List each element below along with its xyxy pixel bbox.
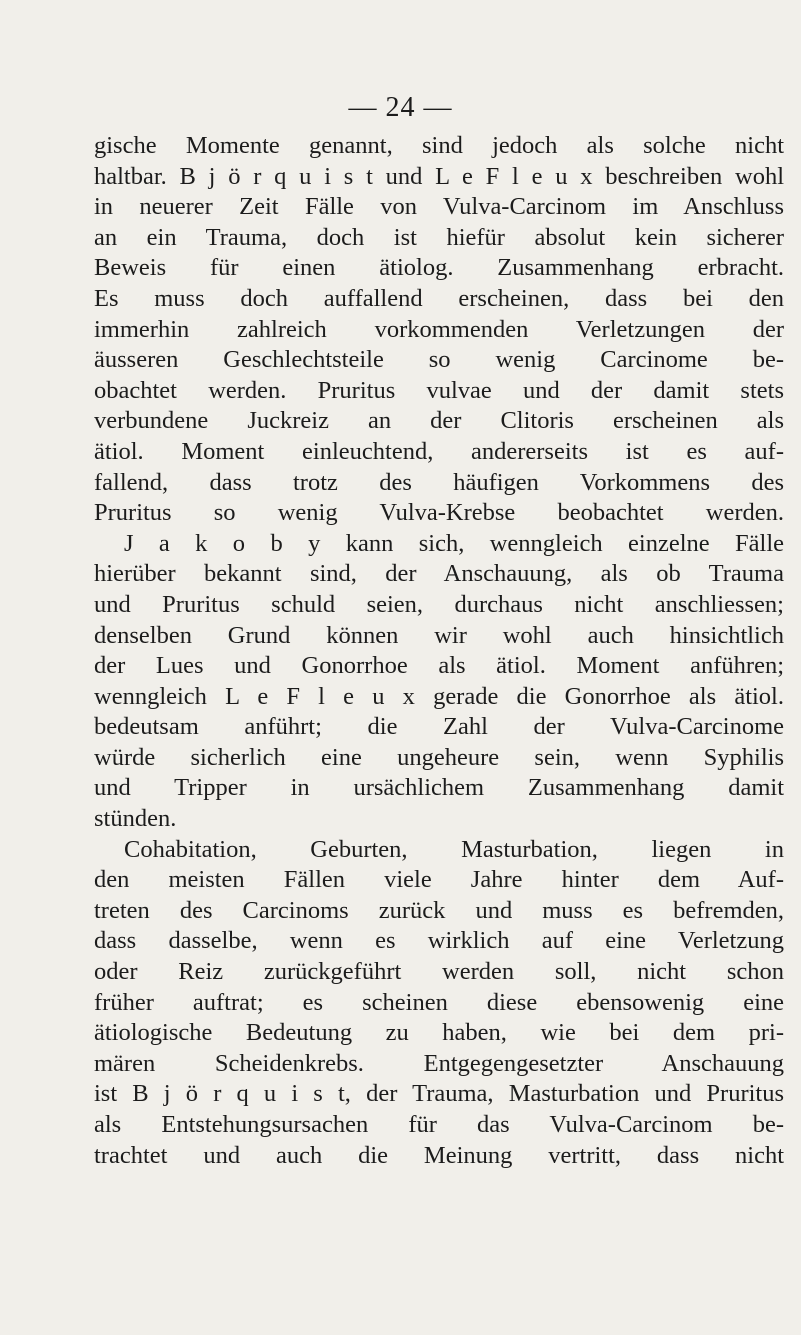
text-line: dass dasselbe, wenn es wirklich auf eine Verletzung [94,927,784,955]
text-line: hierüber bekannt sind, der Anschauung, als ob Trauma [94,560,784,588]
paragraph-start-line: J a k o b y kann sich, wenngleich einzelne Fälle [124,529,784,557]
body-text [94,131,784,1171]
paragraph-end-line: stünden. [94,805,177,833]
text-line: fallend, dass trotz des häufigen Vorkommens des [94,468,784,496]
text-line: bedeutsam anführt; die Zahl der Vulva-Carcinome [94,713,784,741]
text-line: an ein Trauma, doch ist hiefür absolut kein sicherer [94,223,784,251]
paragraph-start-line: Cohabitation, Geburten, Masturbation, liegen in [124,835,784,863]
text-line: würde sicherlich eine ungeheure sein, wenn Syphilis [94,743,784,771]
text-line: früher auftrat; es scheinen diese ebensowenig eine [94,988,784,1016]
text-line: oder Reiz zurückgeführt werden soll, nicht schon [94,958,784,986]
text-line: den meisten Fällen viele Jahre hinter dem Auf- [94,866,784,894]
text-line: Es muss doch auffallend erscheinen, dass bei den [94,284,784,312]
text-line: ätiologische Bedeutung zu haben, wie bei dem pri- [94,1019,784,1047]
text-line: gische Momente genannt, sind jedoch als solche nicht [94,132,784,159]
text-line: denselben Grund können wir wohl auch hinsichtlich [94,621,784,649]
text-line: mären Scheidenkrebs. Entgegengesetzter Anschauung [94,1049,784,1077]
text-line: haltbar. B j ö r q u i s t und L e F l e u x beschreiben wohl [94,162,784,190]
text-line: als Entstehungsursachen für das Vulva-Carcinom be- [94,1111,784,1138]
text-line: und Pruritus schuld seien, durchaus nicht anschliessen; [94,590,784,618]
text-line: wenngleich L e F l e u x gerade die Gonorrhoe als ätiol. [94,682,784,710]
text-line: ist B j ö r q u i s t, der Trauma, Masturbation und Pruritus [94,1080,784,1108]
text-line: trachtet und auch die Meinung vertritt, dass nicht [94,1141,784,1169]
text-line: immerhin zahlreich vorkommenden Verletzungen der [94,315,784,343]
text-line: der Lues und Gonorrhoe als ätiol. Moment anführen; [94,652,784,680]
page-number: — 24 — [348,92,453,123]
text-line: verbundene Juckreiz an der Clitoris erscheinen als [94,407,784,435]
text-line: in neuerer Zeit Fälle von Vulva-Carcinom im Anschluss [94,193,784,221]
text-line: obachtet werden. Pruritus vulvae und der damit stets [94,376,784,404]
text-line: treten des Carcinoms zurück und muss es befremden, [94,896,784,924]
text-line: Pruritus so wenig Vulva-Krebse beobachtet werden. [94,499,784,527]
text-line: und Tripper in ursächlichem Zusammenhang damit [94,774,784,802]
text-line: äusseren Geschlechtsteile so wenig Carcinome be- [94,346,784,374]
text-line: Beweis für einen ätiolog. Zusammenhang erbracht. [94,254,784,282]
text-line: ätiol. Moment einleuchtend, andererseits ist es auf- [94,437,784,465]
